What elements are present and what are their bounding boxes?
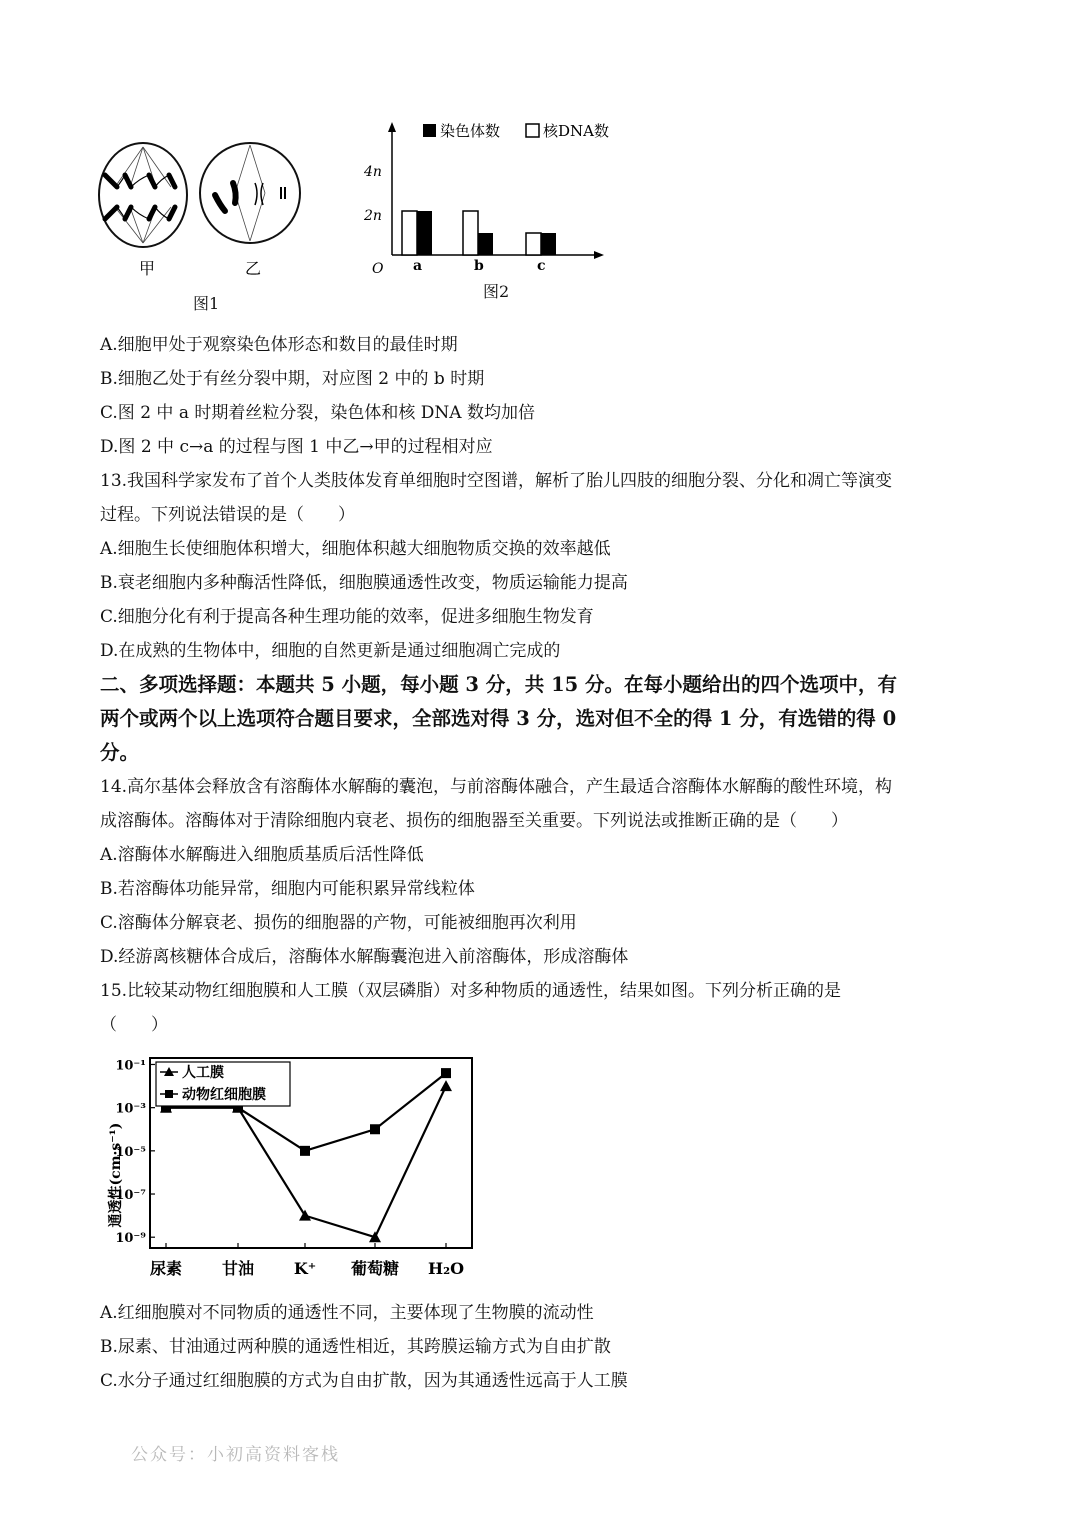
fig3-ytick-label: 10⁻⁷ [115,1188,146,1204]
fig3-ytick-label: 10⁻¹ [115,1058,146,1074]
q15-stem-line1: 15.比较某动物红细胞膜和人工膜（双层磷脂）对多种物质的通透性，结果如图。下列分析正确的是 [100,981,842,1001]
q15-option-b: B.尿素、甘油通过两种膜的通透性相近，其跨膜运输方式为自由扩散 [100,1337,611,1357]
legend-square-marker [165,1090,173,1098]
q14-option-b: B.若溶酶体功能异常，细胞内可能积累异常线粒体 [100,879,475,899]
q13-stem-line1: 13.我国科学家发布了首个人类肢体发育单细胞时空图谱，解析了胎儿四肢的细胞分裂、分化和凋亡等演变 [100,471,893,491]
fig3-point-artificial-4 [440,1080,452,1091]
fig2-xtick-a: a [413,258,423,274]
legend-red-cell-membrane: 动物红细胞膜 [182,1087,266,1103]
fig2-origin: O [372,261,384,277]
q12-option-d: D.图 2 中 c→a 的过程与图 1 中乙→甲的过程相对应 [100,437,493,457]
fig3-ytick-label: 10⁻³ [115,1101,146,1117]
fig3-xtick-label: 葡萄糖 [350,1259,400,1278]
fig2-y-arrow [388,122,396,132]
q13-stem-line2: 过程。下列说法错误的是（ ） [100,505,355,525]
q14-option-c: C.溶酶体分解衰老、损伤的细胞器的产物，可能被细胞再次利用 [100,913,577,933]
fig3-ytick-label: 10⁻⁹ [115,1231,146,1247]
bar-dna-a [402,211,417,255]
section2-heading-line3: 分。 [100,741,140,764]
section2-heading-line2: 两个或两个以上选项符合题目要求，全部选对得 3 分，选对但不全的得 1 分，有选错的得 0 [100,707,897,730]
fig3-xtick-label: H₂O [427,1259,465,1278]
q14-option-a: A.溶酶体水解酶进入细胞质基质后活性降低 [100,845,424,865]
figure-1-cells [95,135,305,280]
q14-stem-line2: 成溶酶体。溶酶体对于清除细胞内衰老、损伤的细胞器至关重要。下列说法或推断正确的是（ ） [100,811,848,831]
q14-option-d: D.经游离核糖体合成后，溶酶体水解酶囊泡进入前溶酶体，形成溶酶体 [100,947,629,967]
legend-artificial-membrane: 人工膜 [182,1065,224,1081]
legend-empty-label: 核DNA数 [543,122,609,140]
fig2-x-arrow [594,251,604,259]
figure-2-bar-chart [360,110,620,280]
bar-chromosome-a [417,211,432,255]
fig1-label-jia: 甲 [139,259,156,278]
cell-yi [200,143,300,243]
q13-option-b: B.衰老细胞内多种酶活性降低，细胞膜通透性改变，物质运输能力提高 [100,573,628,593]
q12-option-a: A.细胞甲处于观察染色体形态和数目的最佳时期 [100,335,458,355]
q13-option-a: A.细胞生长使细胞体积增大，细胞体积越大细胞物质交换的效率越低 [100,539,611,559]
fig2-ytick-2n: 2n [364,208,382,224]
fig3-point-red-cell-4 [441,1068,451,1078]
cell-jia [99,143,187,247]
fig2-xtick-b: b [474,258,484,274]
fig3-point-artificial-2 [299,1210,311,1221]
fig2-legend [423,122,609,140]
bar-chromosome-c [541,233,556,255]
fig3-ylabel: 通透性(cm·s⁻¹) [108,1122,124,1228]
fig1-label-yi: 乙 [245,259,262,278]
legend-filled-label: 染色体数 [440,122,501,140]
fig3-point-red-cell-2 [300,1146,310,1156]
q13-option-c: C.细胞分化有利于提高各种生理功能的效率，促进多细胞生物发育 [100,607,594,627]
footer-watermark: 公众号：小初高资料客栈 [131,1445,340,1465]
q14-stem-line1: 14.高尔基体会释放含有溶酶体水解酶的囊泡，与前溶酶体融合，产生最适合溶酶体水解酶的酸性环境，构 [100,777,893,797]
bar-dna-c [526,233,541,255]
legend-empty-swatch [526,124,539,137]
q13-option-d: D.在成熟的生物体中，细胞的自然更新是通过细胞凋亡完成的 [100,641,561,661]
q12-option-c: C.图 2 中 a 时期着丝粒分裂，染色体和核 DNA 数均加倍 [100,403,535,423]
q15-option-a: A.红细胞膜对不同物质的通透性不同，主要体现了生物膜的流动性 [100,1303,594,1323]
bar-dna-b [463,211,478,255]
section2-heading-line1: 二、多项选择题：本题共 5 小题，每小题 3 分，共 15 分。在每小题给出的四个选项中，有 [100,673,898,696]
fig2-xtick-c: c [537,258,546,274]
q15-stem-line2: （ ） [100,1015,168,1035]
fig3-xtick-label: 尿素 [149,1259,183,1278]
legend-filled-swatch [423,124,436,137]
figure-3-permeability-chart [98,1050,483,1285]
fig3-ytick-label: 10⁻⁵ [115,1144,146,1160]
fig3-point-red-cell-3 [370,1124,380,1134]
fig3-xtick-label: K⁺ [293,1259,317,1278]
fig3-xtick-label: 甘油 [221,1259,255,1278]
fig2-ytick-4n: 4n [364,164,382,180]
q12-option-b: B.细胞乙处于有丝分裂中期，对应图 2 中的 b 时期 [100,369,485,389]
bar-chromosome-b [478,233,493,255]
fig3-legend [156,1062,290,1106]
fig2-caption: 图2 [483,282,510,301]
fig1-caption: 图1 [193,294,220,313]
q15-option-c: C.水分子通过红细胞膜的方式为自由扩散，因为其通透性远高于人工膜 [100,1371,628,1391]
